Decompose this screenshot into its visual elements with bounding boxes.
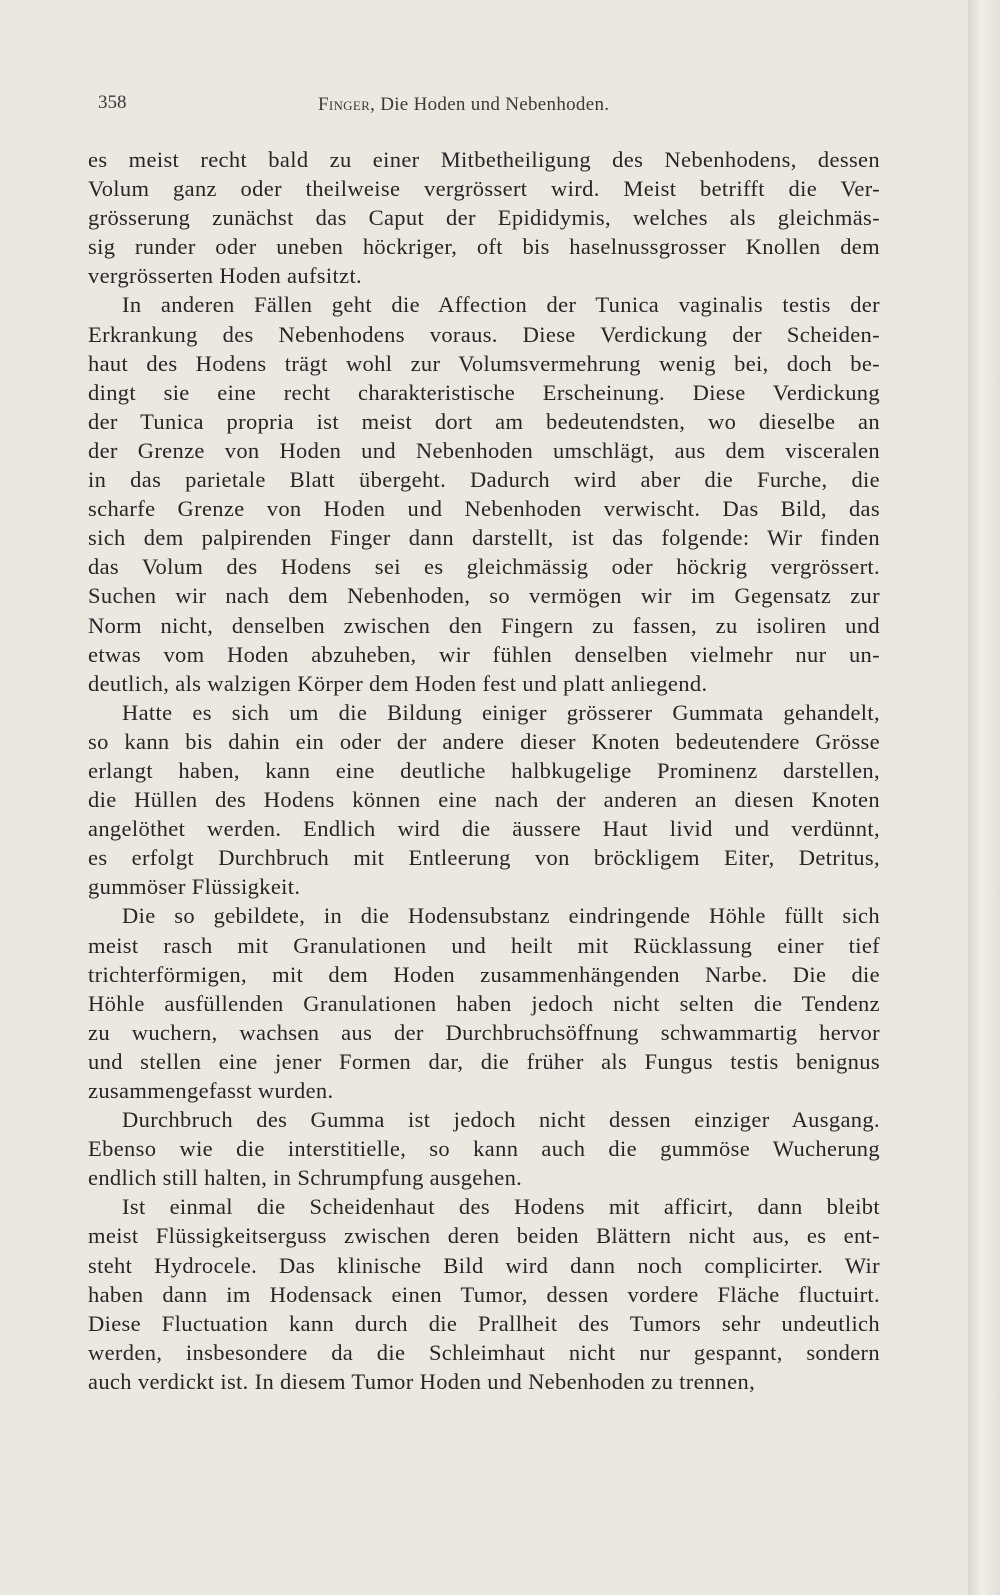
text-line: die Hüllen des Hodens können eine nach der anderen an diesen Knoten bbox=[88, 787, 880, 813]
text-line: sig runder oder uneben höckriger, oft bis haselnussgrosser Knollen dem bbox=[88, 234, 880, 260]
text-line: der Grenze von Hoden und Nebenhoden umschlägt, aus dem visceralen bbox=[88, 437, 880, 463]
text-line: Volum ganz oder theilweise vergrössert wird. Meist betrifft die Ver- bbox=[88, 176, 880, 202]
text-line: das Volum des Hodens sei es gleichmässig oder höckrig vergrössert. bbox=[88, 554, 880, 580]
text-line: In anderen Fällen geht die Affection der Tunica vaginalis testis der bbox=[122, 292, 880, 318]
paragraph bbox=[88, 1105, 880, 1192]
text-line: Hatte es sich um die Bildung einiger grösserer Gummata gehandelt, bbox=[122, 699, 880, 725]
text-line: auch verdickt ist. In diesem Tumor Hoden und Nebenhoden zu trennen, bbox=[88, 1368, 756, 1394]
text-line: grösserung zunächst das Caput der Epididymis, welches als gleichmäs- bbox=[88, 205, 880, 231]
body-text bbox=[88, 145, 880, 1396]
text-line: Ist einmal die Scheidenhaut des Hodens mit afficirt, dann bleibt bbox=[122, 1194, 880, 1220]
text-line: Höhle ausfüllenden Granulationen haben jedoch nicht selten die Tendenz bbox=[88, 990, 880, 1016]
text-line: zu wuchern, wachsen aus der Durchbruchsöffnung schwammartig hervor bbox=[88, 1019, 880, 1045]
text-line: vergrösserten Hoden aufsitzt. bbox=[88, 263, 363, 289]
page-number: 358 bbox=[98, 92, 127, 113]
text-line: und stellen eine jener Formen dar, die früher als Fungus testis benignus bbox=[88, 1048, 880, 1074]
running-title-rest: , Die Hoden und Nebenhoden. bbox=[370, 94, 610, 115]
text-line: etwas vom Hoden abzuheben, wir fühlen denselben vielmehr nur un- bbox=[88, 641, 880, 667]
text-line: haben dann im Hodensack einen Tumor, dessen vordere Fläche fluctuirt. bbox=[88, 1281, 880, 1307]
text-line: angelöthet werden. Endlich wird die äussere Haut livid und verdünnt, bbox=[88, 816, 880, 842]
text-line: meist Flüssigkeitserguss zwischen deren beiden Blättern nicht aus, es ent- bbox=[88, 1223, 880, 1249]
page-edge bbox=[968, 0, 1000, 1595]
text-line: Die so gebildete, in die Hodensubstanz eindringende Höhle füllt sich bbox=[122, 903, 880, 929]
text-line: meist rasch mit Granulationen und heilt mit Rücklassung einer tief bbox=[88, 932, 880, 958]
text-line: erlangt haben, kann eine deutliche halbkugelige Prominenz darstellen, bbox=[88, 757, 880, 783]
text-line: Norm nicht, denselben zwischen den Fingern zu fassen, zu isoliren und bbox=[88, 612, 880, 638]
text-line: werden, insbesondere da die Schleimhaut nicht nur gespannt, sondern bbox=[88, 1339, 880, 1365]
text-line: der Tunica propria ist meist dort am bedeutendsten, wo dieselbe an bbox=[88, 408, 880, 434]
paragraph bbox=[88, 901, 880, 1105]
paragraph bbox=[88, 698, 880, 902]
paragraph bbox=[88, 145, 880, 290]
text-line: zusammengefasst wurden. bbox=[88, 1078, 334, 1103]
text-line: Diese Fluctuation kann durch die Prallheit des Tumors sehr undeutlich bbox=[88, 1310, 880, 1336]
paragraph bbox=[88, 1192, 880, 1396]
running-head bbox=[98, 92, 878, 122]
paragraph bbox=[88, 290, 880, 697]
text-line: haut des Hodens trägt wohl zur Volumsvermehrung wenig bei, doch be- bbox=[88, 350, 880, 376]
text-line: deutlich, als walzigen Körper dem Hoden fest und platt anliegend. bbox=[88, 670, 708, 696]
text-line: sich dem palpirenden Finger dann darstellt, ist das folgende: Wir finden bbox=[88, 525, 880, 551]
text-line: in das parietale Blatt übergeht. Dadurch wird aber die Furche, die bbox=[88, 467, 880, 493]
text-line: trichterförmigen, mit dem Hoden zusammenhängenden Narbe. Die die bbox=[88, 961, 880, 987]
text-line: gummöser Flüssigkeit. bbox=[88, 874, 301, 900]
running-title-author: Finger bbox=[318, 94, 371, 115]
text-line: es erfolgt Durchbruch mit Entleerung von bröckligem Eiter, Detritus, bbox=[88, 845, 880, 871]
text-line: so kann bis dahin ein oder der andere dieser Knoten bedeutendere Grösse bbox=[88, 728, 880, 754]
text-line: Erkrankung des Nebenhodens voraus. Diese Verdickung der Scheiden- bbox=[88, 321, 880, 347]
text-line: steht Hydrocele. Das klinische Bild wird dann noch complicirter. Wir bbox=[88, 1252, 880, 1278]
text-line: Suchen wir nach dem Nebenhoden, so vermögen wir im Gegensatz zur bbox=[88, 583, 880, 609]
text-line: scharfe Grenze von Hoden und Nebenhoden verwischt. Das Bild, das bbox=[88, 496, 880, 522]
text-line: Ebenso wie die interstitielle, so kann auch die gummöse Wucherung bbox=[88, 1136, 880, 1162]
text-line: dingt sie eine recht charakteristische Erscheinung. Diese Verdickung bbox=[88, 379, 880, 405]
text-line: es meist recht bald zu einer Mitbetheiligung des Nebenhodens, dessen bbox=[88, 147, 880, 172]
running-title bbox=[318, 94, 609, 116]
text-line: endlich still halten, in Schrumpfung ausgehen. bbox=[88, 1165, 523, 1191]
text-line: Durchbruch des Gumma ist jedoch nicht dessen einziger Ausgang. bbox=[122, 1107, 880, 1133]
